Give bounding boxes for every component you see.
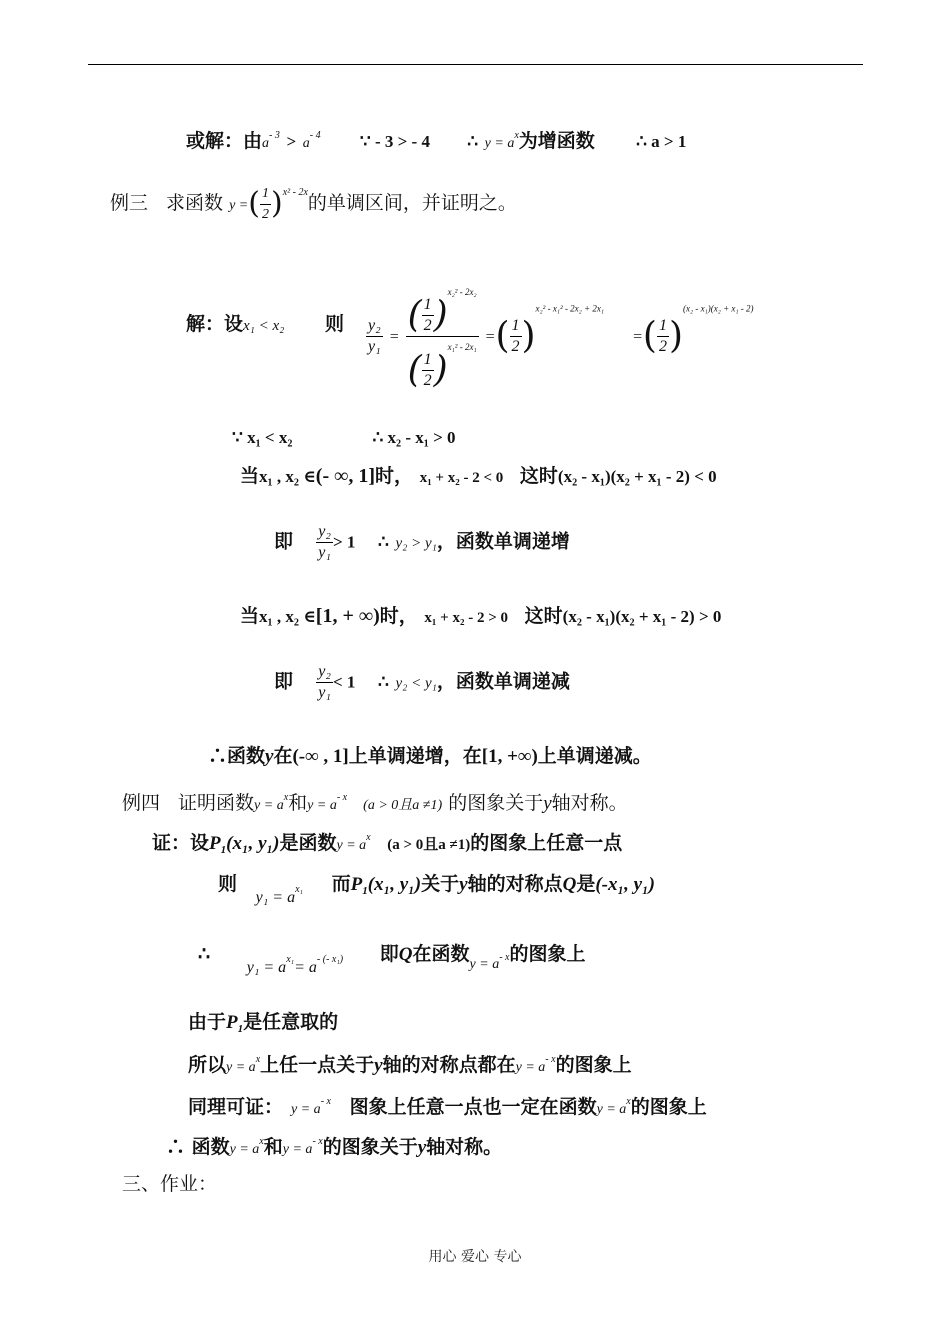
case-two-interval: 当x₁ , x₂ ∈[1, + ∞)时， x₁ + x₂ - 2 > 0 这时(x₂ - x₁)(x₂ + x₁ - 2) > 0 [240,605,722,627]
alt-solution-line: 或解：由$a^{- 3} > a^{- 4}$ ∵ - 3 > - 4 ∴ $y = a^x$为增函数 ∴ a > 1 [186,130,687,152]
symmetry-conclusion: ∴ 函数$y = a^x$和$y = a^{- x}$的图象关于y轴对称。 [166,1136,503,1158]
proof-setup: 证：设$P_1(x_1$, y₁)是函数$y = a^x$ (a > 0且a ≠1)的图象上任意一点 [152,832,623,856]
case-one-result: 即 $\frac{\text{y₂}}{\text{y₁}}$ > 1 ∴ y₂ > y₁，函数单调递增 [274,523,570,561]
page-footer: 用心 爱心 专心 [428,1249,522,1265]
example-four: 例四 证明函数$y = a^x$和$y = a^{- x}$ (a > 0且a ≠1) 的图象关于y轴对称。 [122,792,628,814]
symmetric-point-line: 则 $_{y_1 = ax_1}$ 而$P_1(x_1$, y₁)关于y轴的对称点Q是(-x₁, y₁) [218,873,656,906]
all-points-line: 所以$y = a^x$上任一点关于y轴的对称点都在$y = a^{- x}$的图象上 [188,1054,632,1076]
case-one-interval: 当x₁ , x₂ ∈(- ∞, 1]时， x₁ + x₂ - 2 < 0 这时(x₂ - x₁)(x₂ + x₁ - 2) < 0 [240,465,717,487]
example-label: 例四 [122,792,161,814]
example-label: 例三 [110,192,149,214]
ratio-expression: $\frac{\text{y₂}}{\text{y₁}}$ = ( $\frac{1}{2}$ )$^{x_2^2 - 2x_2}$ ( $\frac{1}{2}$ )$^{x_1^2 - 2x_1}$ =( $\frac{1}{2}$ )$^{x_2^2 - x_1^2 - 2x_2 + 2x_1}$ =( $\frac{1}{2}$ )$^{(x_2 - x_1)(x_2 + x_1 - 2)}$ [366,282,754,391]
alt-solution-lead: 或解：由 [186,130,263,152]
arbitrary-point-note: 由于$P_1$是任意取的 [188,1011,339,1035]
case-two-result: 即 $\frac{\text{y₂}}{\text{y₁}}$ < 1 ∴ y₂ < y₁，函数单调递减 [274,663,570,701]
example-three: 例三 求函数 y =( $\frac{1}{2}$ )$^{x^2 - 2x}$的单调区间，并证明之。 [110,185,517,222]
symmetric-point-on-graph: ∴ $_{y_1 = ax_1= a- (- x_1)}$ 即Q在函数$_{y = a}$- x的图象上 [198,943,586,976]
difference-positive-line: ∵ x₁ < x₂ ∴ x₂ - x₁ > 0 [232,428,456,447]
solution-setup: 解：设x₁ < x₂ 则 [186,313,345,335]
homework-heading: 三、作业： [122,1173,218,1195]
monotonic-conclusion: ∴函数y在(-∞ , 1]上单调递增，在[1, +∞)上单调递减。 [208,745,652,767]
because-statement: ∵ - 3 > - 4 [359,132,430,151]
header-rule [88,64,863,65]
conclusion-a-gt-1: ∴ a > 1 [636,132,687,151]
converse-line: 同理可证： $y = a^{- x}$ 图象上任意一点也一定在函数$y = a^x$的图象上 [188,1096,707,1118]
